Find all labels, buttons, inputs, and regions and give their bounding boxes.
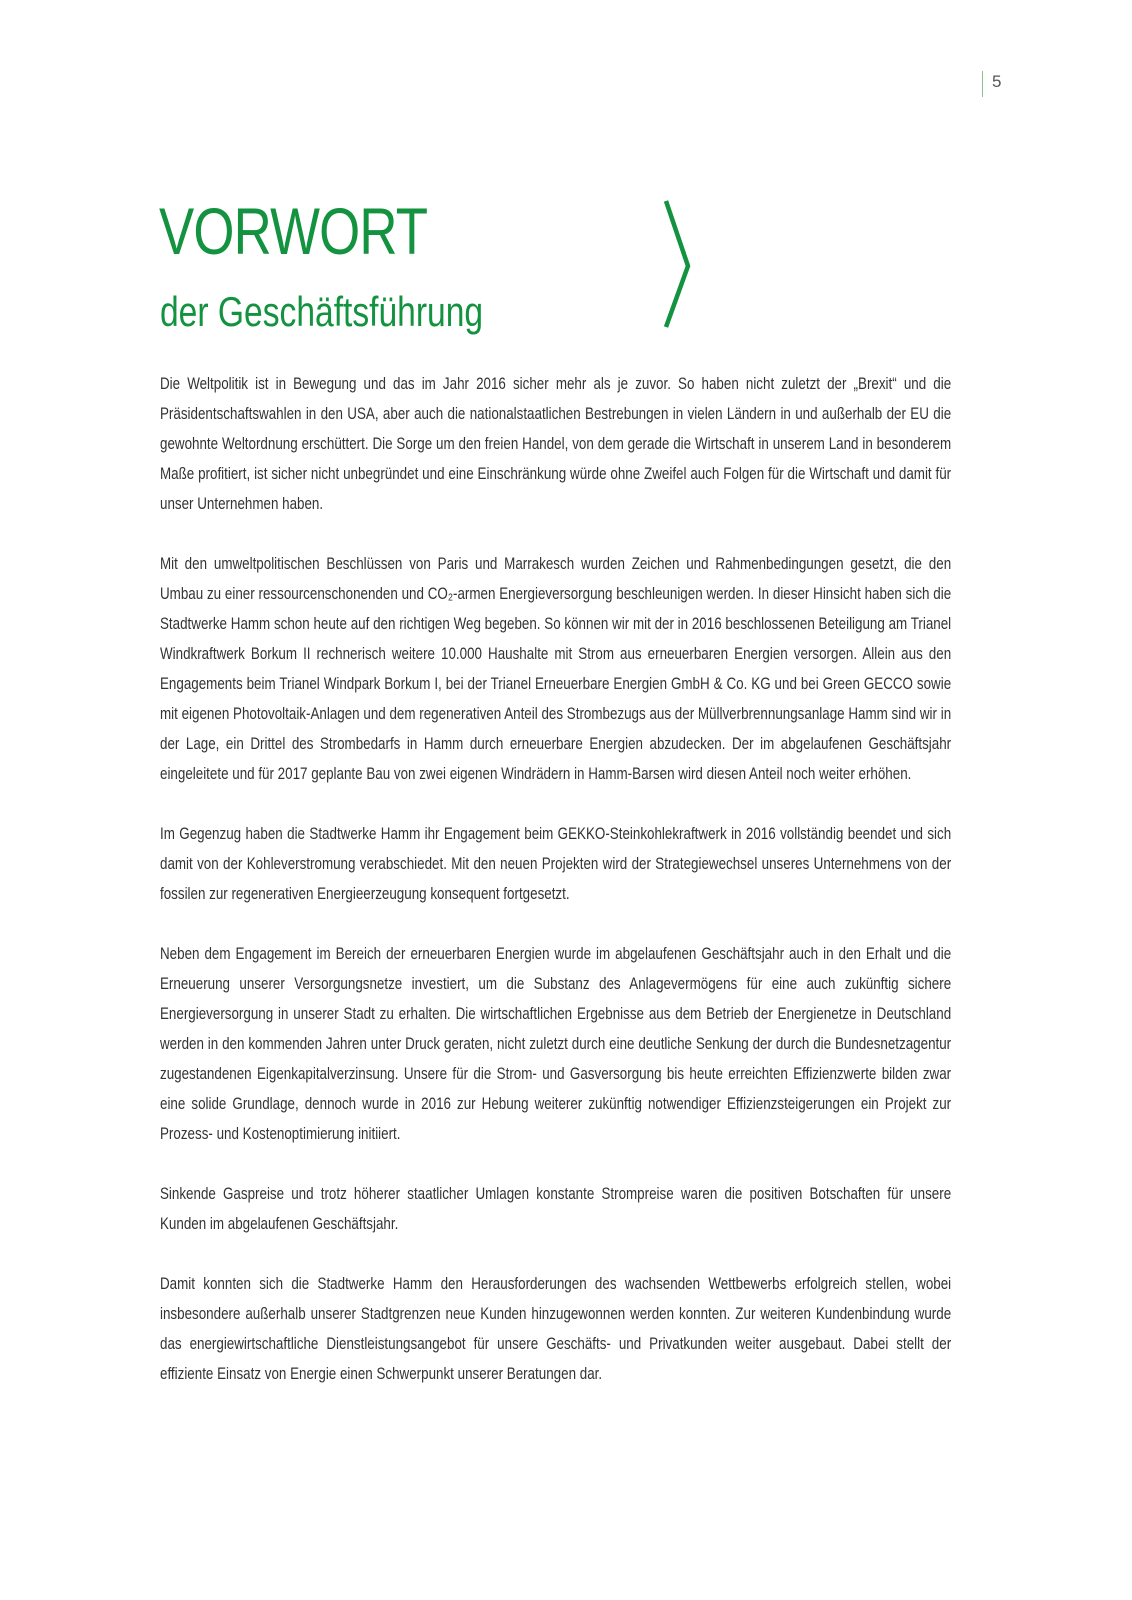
paragraph-1: Die Weltpolitik ist in Bewegung und das im Jahr 2016 sicher mehr als je zuvor. So haben nicht zuletzt der „Brexit“ und die Präsidentschaftswahlen in den USA, aber auch die nationalstaatlichen Bestrebungen in vielen Ländern in und außerhalb der EU die gewohnte Weltordnung erschüttert. Die Sorge um den freien Handel, von dem gerade die Wirtschaft in unserem Land in besonderem Maße profitiert, ist sicher nicht unbegründet und eine Einschränkung würde ohne Zweifel auch Folgen für die Wirtschaft und damit für unser Unternehmen haben. [160,374,952,513]
paragraph-2: Mit den umweltpolitischen Beschlüssen von Paris und Marrakesch wurden Zeichen und Rahmenbedingungen gesetzt, die den Umbau zu einer ressourcenschonenden und CO₂-armen Energieversorgung beschleunigen werden. In dieser Hinsicht haben sich die Stadtwerke Hamm schon heute auf den richtigen Weg begeben. So können wir mit der in 2016 beschlossenen Beteiligung am Trianel Windkraftwerk Borkum II rechnerisch weitere 10.000 Haushalte mit Strom aus erneuerbaren Energien versorgen. Allein aus den Engagements beim Trianel Windpark Borkum I, bei der Trianel Erneuerbare Energien GmbH & Co. KG und bei Green GECCO sowie mit eigenen Photovoltaik-Anlagen und dem regenerativen Anteil des Strombezugs aus der Müllverbrennungsanlage Hamm sind wir in der Lage, ein Drittel des Strombedarfs in Hamm durch erneuerbare Energien abzudecken. Der im abgelaufenen Geschäftsjahr eingeleitete und für 2017 geplante Bau von zwei eigenen Windrädern in Hamm-Barsen wird diesen Anteil noch weiter erhöhen. [160,554,952,783]
body-text [160,369,951,1389]
paragraph-5: Sinkende Gaspreise und trotz höherer staatlicher Umlagen konstante Strompreise waren die positiven Botschaften für unsere Kunden im abgelaufenen Geschäftsjahr. [160,1184,952,1233]
page-number: 5 [992,72,1002,91]
page-title: VORWORT [159,194,428,268]
page-subtitle: der Geschäftsführung [160,288,484,335]
paragraph-4: Neben dem Engagement im Bereich der erneuerbaren Energien wurde im abgelaufenen Geschäftsjahr auch in den Erhalt und die Erneuerung unserer Versorgungsnetze investiert, um die Substanz des Anlagevermögens für eine auch zukünftig sichere Energieversorgung in unserer Stadt zu erhalten. Die wirtschaftlichen Ergebnisse aus dem Betrieb der Energienetze in Deutschland werden in den kommenden Jahren unter Druck geraten, nicht zuletzt durch eine deutliche Senkung der durch die Bundesnetzagentur zugestandenen Eigenkapitalverzinsung. Unsere für die Strom- und Gasversorgung bis heute erreichten Effizienzwerte bilden zwar eine solide Grundlage, dennoch wurde in 2016 zur Hebung weiterer zukünftig notwendiger Effizienzsteigerungen ein Projekt zur Prozess- und Kostenoptimierung initiiert. [160,944,952,1143]
paragraph-6: Damit konnten sich die Stadtwerke Hamm den Herausforderungen des wachsenden Wettbewerbs erfolgreich stellen, wobei insbesondere außerhalb unserer Stadtgrenzen neue Kunden hinzugewonnen werden konnten. Zur weiteren Kundenbindung wurde das energiewirtschaftliche Dienstleistungsangebot für unsere Geschäfts- und Privatkunden weiter ausgebaut. Dabei stellt der effiziente Einsatz von Energie einen Schwerpunkt unserer Beratungen dar. [160,1274,952,1383]
paragraph-3: Im Gegenzug haben die Stadtwerke Hamm ihr Engagement beim GEKKO-Steinkohlekraftwerk in 2016 vollständig beendet und sich damit von der Kohleverstromung verabschiedet. Mit den neuen Projekten wird der Strategiewechsel unseres Unternehmens von der fossilen zur regenerativen Energieerzeugung konsequent fortgesetzt. [160,824,952,903]
chevron-right-icon [660,198,694,330]
page-number-divider [982,71,983,97]
